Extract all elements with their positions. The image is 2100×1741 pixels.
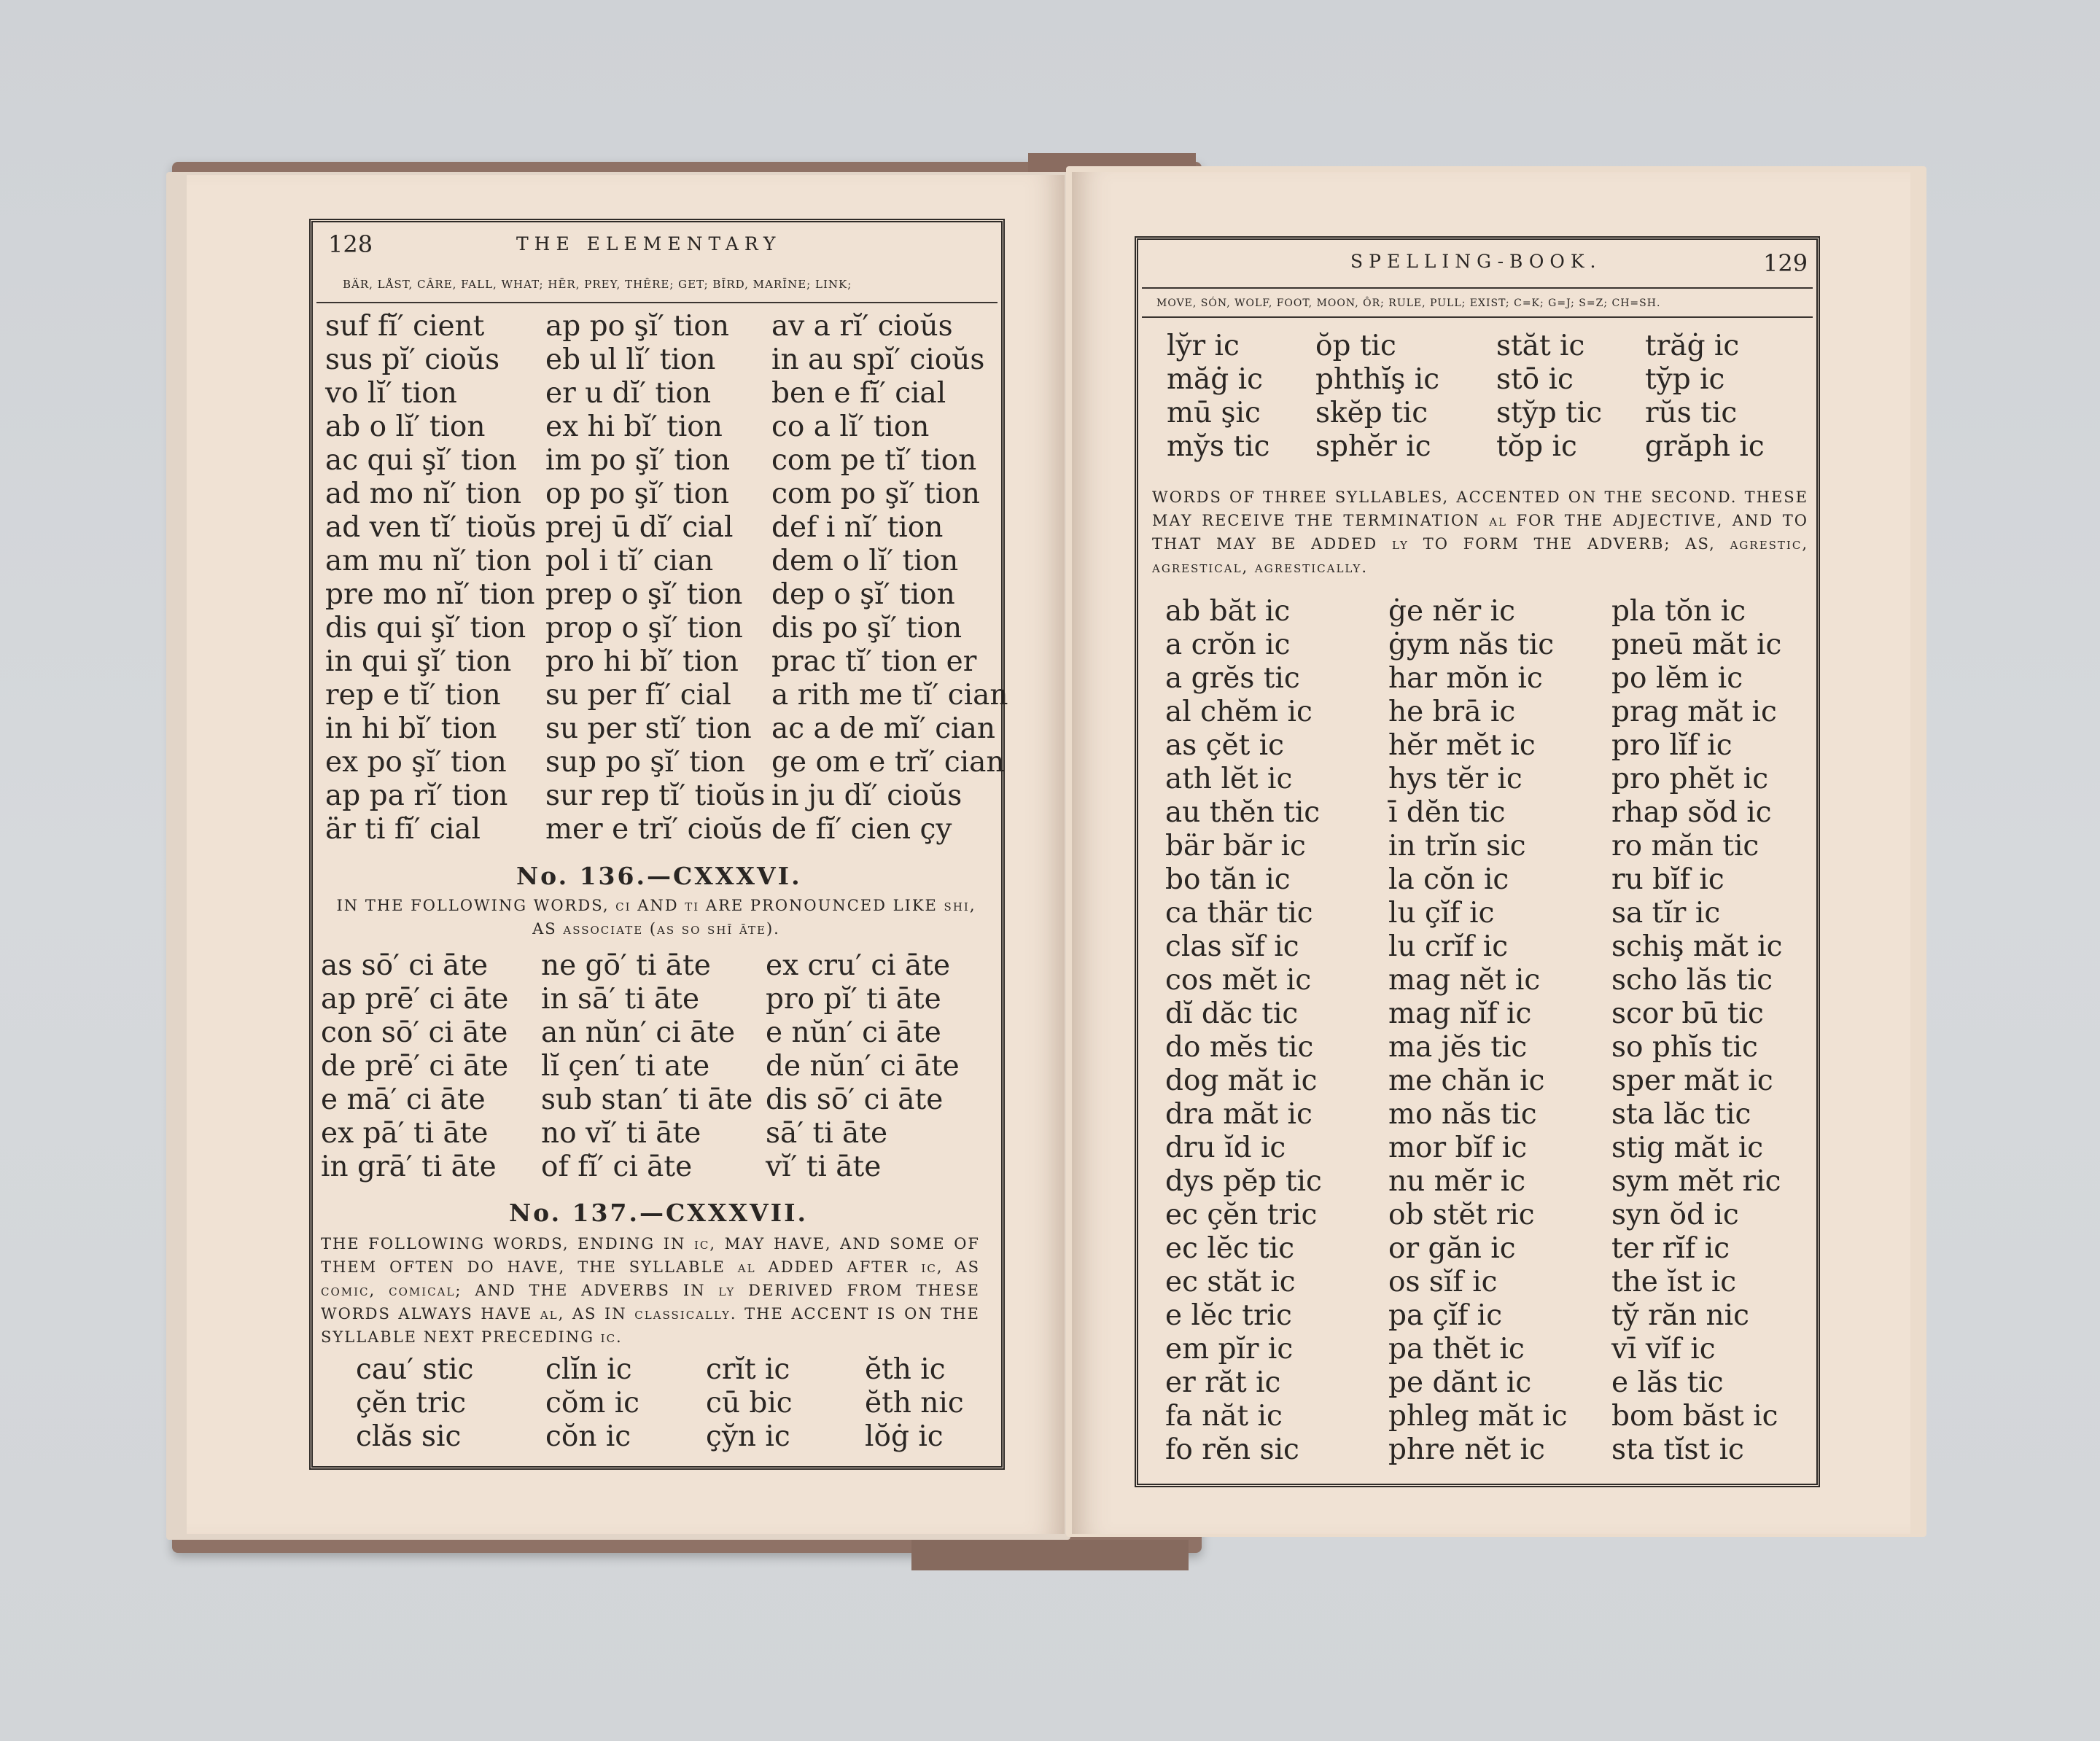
word-entry: con sō′ ci āte: [321, 1016, 508, 1049]
word-entry: em pĭr ic: [1165, 1333, 1294, 1366]
word-entry: pneū măt ic: [1611, 628, 1782, 661]
word-entry: ġym năs tic: [1388, 628, 1555, 661]
word-entry: prep o şĭ′ tion: [545, 578, 743, 611]
left-running-head: THE ELEMENTARY: [516, 233, 782, 254]
right-page-number: 129: [1763, 249, 1808, 277]
word-entry: ap prē′ ci āte: [321, 983, 509, 1016]
word-entry: ly̆r ic: [1167, 330, 1240, 362]
word-entry: ex hi bĭ′ tion: [545, 410, 723, 443]
word-entry: trăġ ic: [1645, 330, 1740, 362]
word-entry: grăph ic: [1645, 430, 1765, 463]
word-entry: in sā′ ti āte: [541, 983, 700, 1016]
section-136-column-3: [766, 949, 960, 1184]
word-entry: in hi bĭ′ tion: [325, 712, 497, 745]
right-column-2: [1388, 595, 1568, 1467]
section-136-note: IN THE FOLLOWING WORDS, ci AND ti ARE PRONOUNCED LIKE shi, AS associate (as so shī āte).: [336, 897, 976, 938]
word-entry: pro pĭ′ ti āte: [766, 983, 941, 1016]
word-entry: ĕth ic: [865, 1353, 946, 1386]
word-entry: sta tĭst ic: [1611, 1433, 1744, 1466]
word-entry: lŏġ ic: [865, 1420, 944, 1453]
word-entry: pol i tĭ′ cian: [545, 545, 714, 577]
word-entry: çy̆n ic: [706, 1420, 790, 1453]
word-entry: stō ic: [1496, 363, 1574, 396]
left-page-number: 128: [328, 230, 373, 258]
word-entry: dĭ dăc tic: [1165, 997, 1299, 1030]
left-column-2: [545, 310, 765, 846]
word-entry: clăs sic: [356, 1420, 462, 1453]
word-entry: lu çĭf ic: [1388, 897, 1495, 930]
word-entry: as sō′ ci āte: [321, 949, 489, 982]
word-entry: är ti fĭ′ cial: [325, 813, 481, 846]
word-entry: sper măt ic: [1611, 1064, 1773, 1097]
cloth-spine-bottom: [911, 1540, 1189, 1570]
word-entry: mū şic: [1167, 397, 1261, 429]
word-entry: mag nĭf ic: [1388, 997, 1532, 1030]
word-entry: dra măt ic: [1165, 1098, 1312, 1131]
word-entry: pe dănt ic: [1388, 1366, 1532, 1399]
word-entry: fa năt ic: [1165, 1400, 1283, 1433]
word-entry: vo lĭ′ tion: [325, 377, 457, 410]
word-entry: stig măt ic: [1611, 1132, 1764, 1164]
word-entry: ŏp tic: [1315, 330, 1396, 362]
word-entry: su per fĭ′ cial: [545, 679, 731, 712]
word-entry: in trĭn sic: [1388, 830, 1526, 862]
word-entry: ac qui şĭ′ tion: [325, 444, 517, 477]
word-entry: of fĭ′ ci āte: [541, 1150, 693, 1183]
word-entry: ter rĭf ic: [1611, 1232, 1730, 1265]
word-entry: co a lĭ′ tion: [771, 410, 930, 443]
word-entry: op po şĭ′ tion: [545, 478, 730, 510]
word-entry: in grā′ ti āte: [321, 1150, 497, 1183]
word-entry: a grĕs tic: [1165, 662, 1300, 695]
left-column-3: [771, 310, 1008, 846]
word-entry: de fĭ′ cien çy: [771, 813, 952, 846]
word-entry: pla tŏn ic: [1611, 595, 1746, 628]
word-entry: dis qui şĭ′ tion: [325, 612, 526, 644]
word-entry: clĭn ic: [545, 1353, 632, 1386]
word-entry: po lĕm ic: [1611, 662, 1743, 695]
word-entry: sphĕr ic: [1315, 430, 1431, 463]
word-entry: os sĭf ic: [1388, 1266, 1498, 1298]
section-137-column-2: [545, 1353, 639, 1454]
word-entry: ob stĕt ric: [1388, 1199, 1535, 1231]
word-entry: cau′ stic: [356, 1353, 474, 1386]
word-entry: in qui şĭ′ tion: [325, 645, 512, 678]
word-entry: suf fĭ′ cient: [325, 310, 485, 343]
word-entry: ca thär tic: [1165, 897, 1313, 930]
word-entry: bo tăn ic: [1165, 863, 1291, 896]
word-entry: dru ĭd ic: [1165, 1132, 1286, 1164]
section-136-column-2: [541, 949, 752, 1184]
right-running-head: SPELLING-BOOK.: [1350, 251, 1602, 272]
section-136-heading: No. 136.—CXXXVI.: [516, 862, 802, 890]
word-entry: er răt ic: [1165, 1366, 1281, 1399]
word-entry: ġe nĕr ic: [1388, 595, 1515, 628]
word-entry: dys pĕp tic: [1165, 1165, 1322, 1198]
section-137-note: THE FOLLOWING WORDS, ENDING IN ic, MAY HAVE, AND SOME OF THEM OFTEN DO HAVE, THE SYLLABLE al ADDED AFTER ic, AS comic, comical; AND THE ADVERBS IN ly DERIVED FROM THESE WORDS ALWAYS HAVE al, AS IN classically. THE ACCENT IS ON THE SYLLABLE NEXT PRECEDING ic.: [321, 1235, 980, 1346]
word-entry: com po şĭ′ tion: [771, 478, 981, 510]
word-entry: hĕr mĕt ic: [1388, 729, 1536, 762]
right-column-3: [1611, 595, 1782, 1467]
word-entry: ath lĕt ic: [1165, 763, 1293, 795]
section-137-column-3: [706, 1353, 793, 1454]
word-entry: fo rĕn sic: [1165, 1433, 1299, 1466]
word-entry: nu mĕr ic: [1388, 1165, 1526, 1198]
word-entry: my̆s tic: [1167, 430, 1270, 463]
word-entry: dep o şĭ′ tion: [771, 578, 955, 611]
word-entry: sub stan′ ti āte: [541, 1083, 753, 1116]
word-entry: cū bic: [706, 1387, 793, 1419]
word-entry: he brā ic: [1388, 696, 1516, 728]
word-entry: ad ven tĭ′ tioŭs: [325, 511, 537, 544]
word-entry: bär băr ic: [1165, 830, 1306, 862]
word-entry: mag nĕt ic: [1388, 964, 1541, 997]
word-entry: stăt ic: [1496, 330, 1585, 362]
right-top-column-3: [1496, 330, 1602, 464]
word-entry: dis po şĭ′ tion: [771, 612, 962, 644]
word-entry: bom băst ic: [1611, 1400, 1778, 1433]
section-137-column-1: [356, 1353, 473, 1454]
word-entry: cos mĕt ic: [1165, 964, 1312, 997]
word-entry: ab băt ic: [1165, 595, 1291, 628]
word-entry: am mu nĭ′ tion: [325, 545, 532, 577]
word-entry: la cŏn ic: [1388, 863, 1509, 896]
word-entry: def i nĭ′ tion: [771, 511, 944, 544]
word-entry: as çĕt ic: [1165, 729, 1284, 762]
word-entry: ad mo nĭ′ tion: [325, 478, 522, 510]
word-entry: sym mĕt ric: [1611, 1165, 1781, 1198]
word-entry: skĕp tic: [1315, 397, 1428, 429]
word-entry: prop o şĭ′ tion: [545, 612, 743, 644]
word-entry: no vĭ′ ti āte: [541, 1117, 701, 1150]
word-entry: im po şĭ′ tion: [545, 444, 731, 477]
word-entry: dog măt ic: [1165, 1064, 1318, 1097]
word-entry: scor bū tic: [1611, 997, 1764, 1030]
word-entry: av a rĭ′ cioŭs: [771, 310, 953, 343]
word-entry: ac a de mĭ′ cian: [771, 712, 995, 745]
word-entry: dis sō′ ci āte: [766, 1083, 944, 1116]
word-entry: clas sĭf ic: [1165, 930, 1299, 963]
word-entry: ap pa rĭ′ tion: [325, 779, 508, 812]
section-137-heading: No. 137.—CXXXVII.: [509, 1199, 808, 1227]
word-entry: eb ul lĭ′ tion: [545, 343, 716, 376]
word-entry: e lăs tic: [1611, 1366, 1724, 1399]
section-136-column-1: [321, 949, 508, 1184]
left-column-1: [325, 310, 536, 846]
word-entry: e nŭn′ ci āte: [766, 1016, 941, 1049]
word-entry: in au spĭ′ cioŭs: [771, 343, 985, 376]
word-entry: ma jĕs tic: [1388, 1031, 1528, 1064]
right-column-1: [1165, 595, 1322, 1467]
word-entry: an nŭn′ ci āte: [541, 1016, 736, 1049]
word-entry: ex pā′ ti āte: [321, 1117, 489, 1150]
word-entry: ec stăt ic: [1165, 1266, 1296, 1298]
word-entry: ty̆p ic: [1645, 363, 1725, 396]
word-entry: e lĕc tric: [1165, 1299, 1292, 1332]
word-entry: sup po şĭ′ tion: [545, 746, 745, 779]
word-entry: in ju dĭ′ cioŭs: [771, 779, 962, 812]
word-entry: hys tĕr ic: [1388, 763, 1522, 795]
word-entry: ex po şĭ′ tion: [325, 746, 507, 779]
word-entry: çĕn tric: [356, 1387, 467, 1419]
word-entry: ty̆ răn nic: [1611, 1299, 1749, 1332]
word-entry: pa thĕt ic: [1388, 1333, 1525, 1366]
word-entry: rep e tĭ′ tion: [325, 679, 501, 712]
word-entry: vĭ′ ti āte: [766, 1150, 882, 1183]
word-entry: prag măt ic: [1611, 696, 1777, 728]
word-entry: me chăn ic: [1388, 1064, 1545, 1097]
word-entry: vī vĭf ic: [1611, 1333, 1716, 1366]
right-section-note: WORDS OF THREE SYLLABLES, ACCENTED ON THE SECOND. THESE MAY RECEIVE THE TERMINATION al FOR THE ADJECTIVE, AND TO THAT MAY BE ADDED ly TO FORM THE ADVERB; AS, agrestic, agrestical, agrestically.: [1152, 488, 1808, 576]
word-entry: pro hi bĭ′ tion: [545, 645, 739, 678]
word-entry: sty̆p tic: [1496, 397, 1603, 429]
word-entry: cŏn ic: [545, 1420, 631, 1453]
word-entry: ec lĕc tic: [1165, 1232, 1295, 1265]
word-entry: er u dĭ′ tion: [545, 377, 712, 410]
word-entry: a crŏn ic: [1165, 628, 1291, 661]
left-header-rule: [316, 302, 998, 303]
section-137-column-4: [865, 1353, 964, 1454]
word-entry: rŭs tic: [1645, 397, 1738, 429]
word-entry: or găn ic: [1388, 1232, 1516, 1265]
word-entry: ī dĕn tic: [1388, 796, 1506, 829]
word-entry: su per stĭ′ tion: [545, 712, 752, 745]
word-entry: the ĭst ic: [1611, 1266, 1737, 1298]
word-entry: ab o lĭ′ tion: [325, 410, 486, 443]
word-entry: de nŭn′ ci āte: [766, 1050, 960, 1083]
word-entry: sā′ ti āte: [766, 1117, 888, 1150]
word-entry: com pe tĭ′ tion: [771, 444, 977, 477]
word-entry: al chĕm ic: [1165, 696, 1312, 728]
word-entry: scho lăs tic: [1611, 964, 1773, 997]
word-entry: a rith me tĭ′ cian: [771, 679, 1008, 712]
word-entry: pro lĭf ic: [1611, 729, 1732, 762]
right-top-column-1: [1167, 330, 1269, 464]
word-entry: pre mo nĭ′ tion: [325, 578, 535, 611]
right-top-column-2: [1315, 330, 1439, 464]
word-entry: ben e fĭ′ cial: [771, 377, 946, 410]
word-entry: ge om e trĭ′ cian: [771, 746, 1005, 779]
right-top-column-4: [1645, 330, 1765, 464]
word-entry: ec çĕn tric: [1165, 1199, 1318, 1231]
word-entry: ap po şĭ′ tion: [545, 310, 729, 343]
word-entry: măġ ic: [1167, 363, 1263, 396]
word-entry: pro phĕt ic: [1611, 763, 1769, 795]
word-entry: prac tĭ′ tion er: [771, 645, 977, 678]
word-entry: mer e trĭ′ cioŭs: [545, 813, 763, 846]
word-entry: lĭ çen′ ti ate: [541, 1050, 710, 1083]
word-entry: sa tĭr ic: [1611, 897, 1721, 930]
right-header-rule: [1142, 316, 1813, 318]
word-entry: mor bĭf ic: [1388, 1132, 1528, 1164]
word-entry: mo năs tic: [1388, 1098, 1537, 1131]
word-entry: rhap sŏd ic: [1611, 796, 1772, 829]
word-entry: ro măn tic: [1611, 830, 1759, 862]
word-entry: ex cru′ ci āte: [766, 949, 951, 982]
word-entry: ne gō′ ti āte: [541, 949, 711, 982]
left-key-line: BÄR, LÅST, CÂRE, FALL, WHAT; HĒR, PREY, THÊRE; GET; BĪRD, MARĪNE; LINK;: [343, 278, 852, 291]
word-entry: lu crĭf ic: [1388, 930, 1509, 963]
word-entry: so phĭs tic: [1611, 1031, 1758, 1064]
word-entry: har mŏn ic: [1388, 662, 1543, 695]
right-header-rule-top: [1142, 287, 1813, 289]
word-entry: prej ū dĭ′ cial: [545, 511, 734, 544]
word-entry: tŏp ic: [1496, 430, 1577, 463]
word-entry: pa çĭf ic: [1388, 1299, 1503, 1332]
word-entry: sta lăc tic: [1611, 1098, 1751, 1131]
word-entry: ru bĭf ic: [1611, 863, 1724, 896]
word-entry: do mĕs tic: [1165, 1031, 1314, 1064]
word-entry: phleg măt ic: [1388, 1400, 1568, 1433]
word-entry: sur rep tĭ′ tioŭs: [545, 779, 766, 812]
word-entry: ĕth nic: [865, 1387, 964, 1419]
right-key-line: MOVE, SÓN, WOLF, FOOT, MOON, ÔR; RULE, PULL; EXIST; C=K; G=J; S=Z; CH=SH.: [1156, 297, 1661, 309]
word-entry: cŏm ic: [545, 1387, 640, 1419]
word-entry: dem o lĭ′ tion: [771, 545, 959, 577]
word-entry: phthĭş ic: [1315, 363, 1440, 396]
word-entry: crĭt ic: [706, 1353, 790, 1386]
word-entry: de prē′ ci āte: [321, 1050, 509, 1083]
word-entry: syn ŏd ic: [1611, 1199, 1739, 1231]
word-entry: schiş măt ic: [1611, 930, 1783, 963]
word-entry: au thĕn tic: [1165, 796, 1321, 829]
word-entry: sus pĭ′ cioŭs: [325, 343, 500, 376]
word-entry: phre nĕt ic: [1388, 1433, 1545, 1466]
word-entry: e mā′ ci āte: [321, 1083, 486, 1116]
